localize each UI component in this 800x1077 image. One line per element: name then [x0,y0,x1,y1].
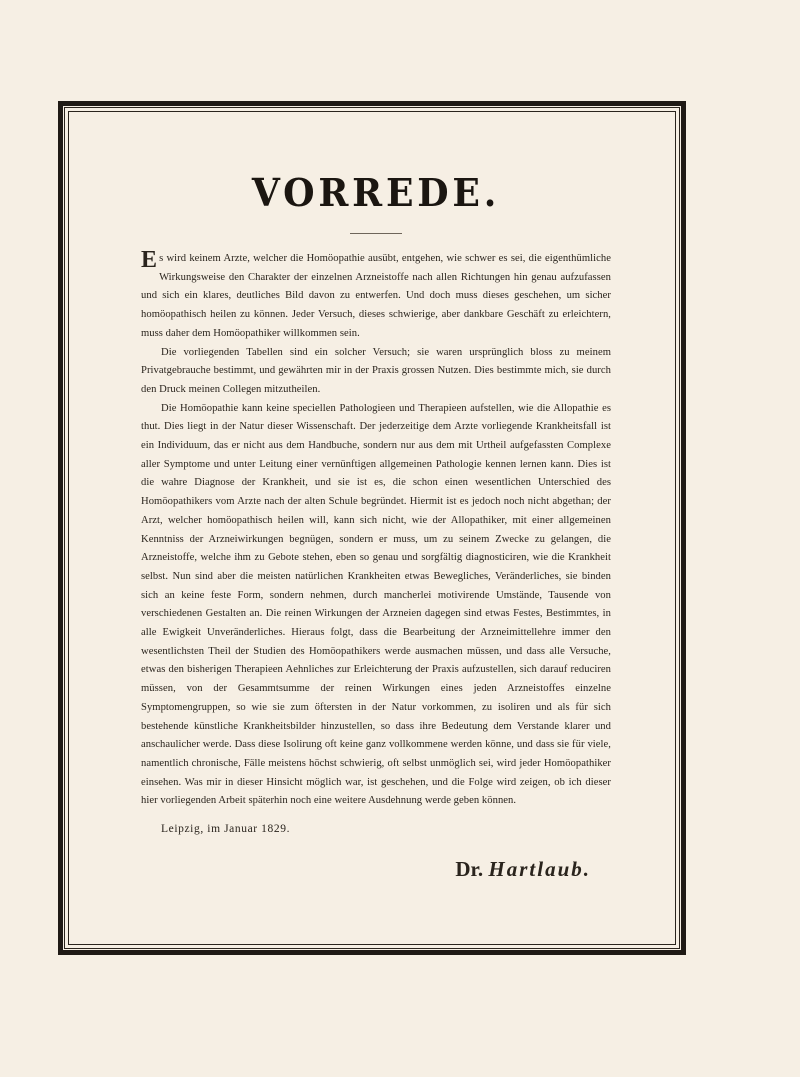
page-title: VORREDE. [251,170,501,215]
document-body [141,170,611,882]
paragraph-1 [141,247,611,344]
paragraph-3: Die Homöopathie kann keine speciellen Pathologieen und Therapieen aufstellen, wie die Allopathie es thut. Dies liegt in der Natur dieser Wissenschaft. Der jederzeitige dem Arzte vorliegende Krankheitsfall ist ein Individuum, das er nicht aus dem Handbuche, sondern nur aus dem mit Urtheil aufgefassten Complexe aller Symptome und unter Leitung einer vernünftigen allgemeinen Pathologie kennen lernen kann. Dies ist die wahre Diagnose der Krankheit, und sie ist es, die schon einen wesentlichen Unterschied des Homöopathikers vom Arzte nach der alten Schule begründet. Hiermit ist es jedoch noch nicht abgethan; der Arzt, welcher homöopathisch heilen will, kann sich nicht, wie der Allopathiker, mit einer allgemeinen Kenntniss der Arzneiwirkungen begnügen, sondern er muss, um zu seinem Zwecke zu gelangen, die Arzneistoffe, welche ihm zu Gebote stehen, eben so genau und sorgfältig diagnosticiren, wie die Krankheit selbst. Nun sind aber die meisten natürlichen Krankheiten etwas Bewegliches, Veränderliches, sie binden sich an keine feste Form, sondern nehmen, durch mancherlei motivirende Umstände, Tausende von verschiedenen Gestalten an. Die reinen Wirkungen der Arzneien dagegen sind etwas Festes, Bestimmtes, in alle Ewigkeit Unveränderliches. Hieraus folgt, dass die Bearbeitung der Arzneimittellehre immer den wesentlichsten Theil der Studien des Homöopathikers werde ausmachen müssen, und dass alle Versuche, etwas den bisherigen Therapieen Aehnliches zur Erleichterung der Praxis aufzustellen, sich darauf reduciren müssen, von der Gesammtsumme der reinen Wirkungen eines jeden Arzneistoffes einzelne Symptomengruppen, so wie sie zum öftersten in der Natur vorkommen, zu isoliren und als für sich bestehende künstliche Krankheitsbilder hinzustellen, so dass ihre Bedeutung dem Verstande klarer und anschaulicher werde. Dass diese Isolirung oft keine ganz vollkommene werden könne, und dass sie für viele, namentlich chronische, Fälle meistens höchst schwierig, oft selbst unmöglich sei, wird jeder Homöopathiker einsehen. Was mir in dieser Hinsicht möglich war, ist geschehen, und die Folge wird zeigen, ob ich dieser hier vorliegenden Arbeit späterhin noch eine weitere Ausdehnung werde geben können. [141,402,611,807]
signature [141,857,591,882]
signature-name: Hartlaub. [488,857,591,882]
initial-letter: E [141,247,158,273]
paragraph-2: Die vorliegenden Tabellen sind ein solcher Versuch; sie waren ursprünglich bloss zu meinem Privatgebrauche bestimmt, und gewährten mir in der Praxis grossen Nutzen. Dies bestimmte mich, sie durch den Druck meinen Collegen mitzutheilen. [141,346,611,395]
place-date: Leipzig, im Januar 1829. [161,823,291,836]
signature-prefix: Dr. [455,857,484,882]
title-divider [350,233,402,234]
paragraph-1-text: s wird keinem Arzte, welcher die Homöopathie ausübt, entgehen, wie schwer es sei, die eigenthümliche Wirkungsweise den Charakter der einzelnen Arzneistoffe nach allen Richtungen hin genau aufzufassen und sich ein klares, deutliches Bild davon zu entwerfen. Und doch muss dieses geschehen, um sicher homöopathisch heilen zu können. Jeder Versuch, dieses schwierige, aber dankbare Geschäft zu erleichtern, muss daher dem Homöopathiker willkommen sein. [141,253,611,339]
